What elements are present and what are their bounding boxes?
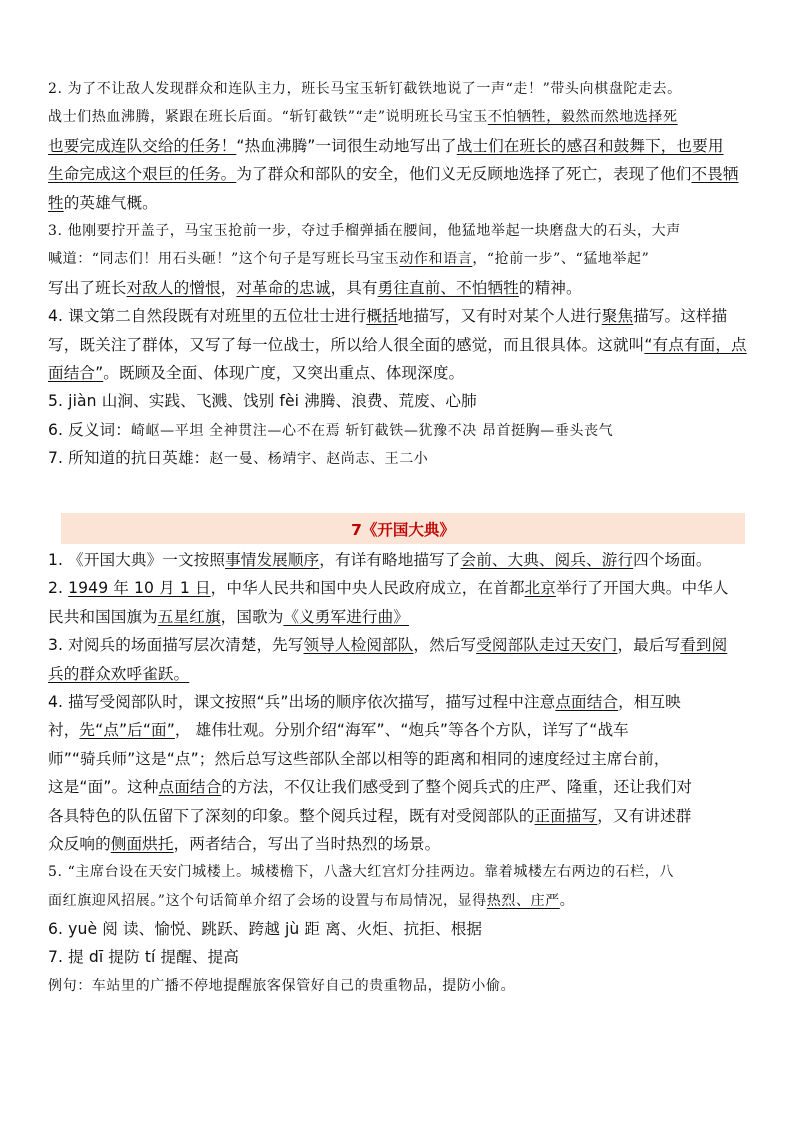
text-segment: 6. yuè 阅 读、愉悦、跳跃、跨越 jù 距 离、火炬、抗拒、根据	[48, 920, 483, 939]
text-segment: 师”“骑兵师”这是“点”；然后总写这些部队全部以相等的距离和相同的速度经过主席台前，	[48, 749, 670, 768]
underlined-answer: 点面结合	[555, 692, 619, 711]
text-segment: ，相互映	[618, 692, 681, 711]
text-line	[48, 189, 760, 217]
text-line	[48, 716, 760, 744]
underlined-answer: 也要完成连队交给的任务！	[48, 136, 237, 155]
underlined-answer: 聚焦	[601, 307, 634, 326]
text-line	[48, 217, 760, 245]
text-segment: 6. 反义词：	[48, 420, 131, 439]
text-segment: 的精神。	[518, 278, 582, 297]
text-segment: 的英雄气概。	[63, 193, 158, 212]
text-line	[48, 546, 760, 574]
text-segment: 民共和国国旗为	[48, 607, 158, 626]
text-segment: 举行了开国大典。中华人	[555, 579, 729, 598]
text-segment: ，中华人民共和国中央人民政府成立，在首都	[210, 579, 525, 598]
text-segment: 这个句话简单介绍了会场的设置与布局情况，显得	[165, 892, 487, 909]
text-segment: 写，既关注了群体，又写了每一位战士，所以给人很全面的感觉，而且很具体。这就叫	[48, 335, 645, 354]
text-segment: 3. 他刚要拧开盖子，马宝玉抢前一步，夺过手榴弹插在腰间，他猛地举起一块磨盘大的石头，大声	[48, 222, 681, 239]
text-segment: 7. 所知道的抗日英雄：	[48, 449, 210, 468]
text-line	[48, 631, 760, 659]
text-segment: 战士们热血沸腾，紧跟在班长后面。“斩钉截铁”“走”说明班长马宝玉	[48, 109, 488, 126]
text-segment: ，“抢前一步”、“猛地举起”	[472, 251, 650, 268]
underlined-answer: 侧面烘托	[110, 834, 174, 853]
text-segment: 4. 课文第二自然段既有对班里的五位壮士进行	[48, 307, 367, 326]
text-segment: 5. jiàn 山涧、实践、飞溅、饯别 fèi 沸腾、浪费、荒废、心肺	[48, 392, 477, 411]
text-segment: 地描写，又有时对某个人进行	[397, 307, 602, 326]
underlined-answer: “有点有面，点	[644, 335, 747, 354]
text-segment: 写出了班长	[48, 278, 127, 297]
underlined-answer: 不怕牺牲，毅然而然地选择死	[487, 109, 678, 126]
text-line	[48, 887, 760, 915]
text-segment: ，然后写	[413, 636, 477, 655]
text-segment: 赵一曼、杨靖宇、赵尚志、王二小	[209, 451, 429, 468]
text-segment: 3. 对阅兵的场面描写层次清楚，先写	[48, 636, 304, 655]
text-segment: ，最后写	[617, 636, 681, 655]
text-segment: 各具特色的队伍留下了深刻的印象。整个阅兵过程，既有对受阅部队的	[48, 806, 535, 825]
underlined-answer: 正面描写	[534, 806, 598, 825]
text-line	[48, 943, 760, 971]
text-line	[48, 302, 760, 330]
text-segment: 例句：车站里的广播不停地提醒旅客保管好自己的贵重物品，提防小偷。	[48, 977, 516, 994]
text-segment: ，两者结合，写出了当时热烈的场景。	[173, 834, 441, 853]
text-line	[48, 858, 760, 886]
text-line	[48, 444, 760, 472]
underlined-answer: 战士们在班长的感召和鼓舞下，也要用	[456, 136, 724, 155]
underlined-answer: 点面结合	[158, 778, 222, 797]
text-segment: 四个场面。	[633, 551, 712, 569]
text-line	[48, 132, 760, 160]
text-segment: ，具有	[330, 278, 378, 297]
underlined-answer: 看到阅	[680, 636, 728, 655]
text-segment: “热血沸腾”一词很生动地写出了	[236, 136, 457, 155]
underlined-answer: 生命完成这个艰巨的任务。	[48, 165, 237, 184]
underlined-answer: 北京	[524, 579, 556, 598]
text-segment: 众反响的	[48, 834, 111, 853]
content-top	[48, 75, 760, 472]
text-line	[48, 745, 760, 773]
underlined-answer: 动作和语言	[399, 251, 473, 268]
underlined-answer: 兵的群众欢呼雀跃。	[48, 664, 190, 683]
text-segment: 4. 描写受阅部队时，课文按照“兵”出场的顺序依次描写，描写过程中注意	[48, 692, 556, 711]
underlined-answer: 概括	[366, 307, 398, 326]
underlined-answer: 勇往直前、不怕牺牲	[377, 278, 519, 297]
underlined-answer: 热烈、庄严	[486, 892, 560, 909]
text-line	[48, 972, 760, 1000]
underlined-answer: 对敌人的憎恨	[126, 278, 221, 297]
text-segment: ， 雄伟壮观。分别介绍“海军”、“炮兵”等各个方队，详写了“战车	[174, 721, 629, 740]
text-line	[48, 915, 760, 943]
underlined-answer: 1949 年 10 月 1 日	[68, 579, 211, 598]
text-segment: 衬，	[48, 721, 80, 740]
text-line	[48, 103, 760, 131]
text-segment: 面红旗迎风招展。”	[48, 892, 166, 909]
text-segment: 这个句子是写班长马宝玉	[238, 251, 400, 268]
text-segment: 的方法，不仅让我们感受到了整个阅兵式的庄严、隆重，还让我们对	[221, 778, 693, 797]
text-line	[48, 160, 760, 188]
section-heading	[61, 513, 745, 544]
text-segment: 崎岖—平坦 全神贯注—心不在焉 斩钉截铁—犹豫不决 昂首挺胸—垂头丧气	[130, 422, 614, 439]
text-segment: 描写。这样描	[633, 307, 728, 326]
text-line	[48, 574, 760, 602]
text-segment: 7. 提 dī 提防 tí 提醒、提高	[48, 948, 239, 967]
underlined-answer: 先“点”后“面”	[79, 721, 175, 740]
underlined-answer: 受阅部队走过天安门	[476, 636, 618, 655]
underlined-answer: 领导人检阅部队	[303, 636, 414, 655]
text-line	[48, 603, 760, 631]
text-line	[48, 75, 760, 103]
text-segment: 1. 《开国大典》一文按照	[48, 551, 226, 569]
underlined-answer: 不畏牺	[691, 165, 739, 184]
underlined-answer: 牲	[48, 193, 64, 212]
text-segment: ，国歌为	[220, 607, 284, 626]
section-title: 7《开国大典》	[351, 520, 455, 539]
text-segment: 喊道：“同志们！用石头砸！”	[48, 251, 239, 268]
text-segment: 2. 为了不让敌人发现群众和连队主力，班长马宝玉斩钉截铁地说了一声“走！”带头向棋盘陀走去。	[48, 81, 682, 97]
text-line	[48, 773, 760, 801]
text-line	[48, 416, 760, 444]
text-line	[48, 274, 760, 302]
text-segment: 5. “主席台设在天安门城楼上。城楼檐下，八盏大红宫灯分挂两边。靠着城楼左右两边的石栏，八	[48, 864, 674, 881]
underlined-answer: 对革命的忠诚	[236, 278, 331, 297]
underlined-answer: 《义勇军进行曲》	[283, 607, 409, 626]
text-segment: 2.	[48, 579, 69, 598]
text-line	[48, 660, 760, 688]
text-line	[48, 830, 760, 858]
text-line	[48, 331, 760, 359]
text-line	[48, 245, 760, 273]
underlined-answer: 事情发展顺序	[225, 551, 320, 569]
text-segment: ，有详有略地描写了	[319, 551, 461, 569]
content-bottom	[48, 546, 760, 1000]
underlined-answer: 会前、大典、阅兵、游行	[460, 551, 634, 569]
text-segment: 。	[559, 892, 575, 909]
text-line	[48, 387, 760, 415]
underlined-answer: 面结合”	[48, 363, 104, 382]
text-segment: ，	[220, 278, 237, 297]
text-line	[48, 359, 760, 387]
text-line	[48, 688, 760, 716]
text-segment: 。既顾及全面、体现广度，又突出重点、体现深度。	[103, 363, 465, 382]
text-line	[48, 802, 760, 830]
text-segment: 这是“面”。这种	[48, 778, 159, 797]
underlined-answer: 五星红旗	[157, 607, 221, 626]
text-segment: ，又有讲述群	[597, 806, 692, 825]
text-segment: 为了群众和部队的安全，他们义无反顾地选择了死亡，表现了他们	[236, 165, 692, 184]
